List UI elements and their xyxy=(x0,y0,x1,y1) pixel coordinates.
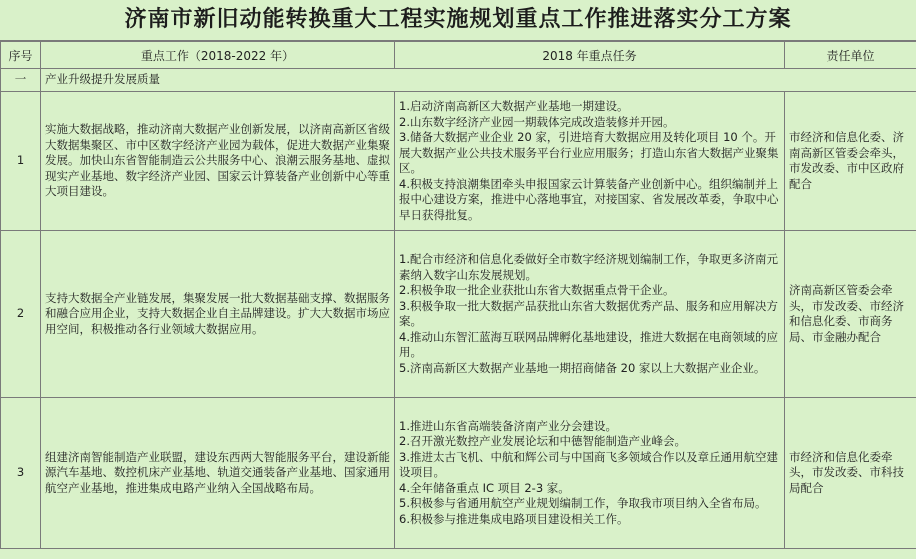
row-units: 济南高新区管委会牵头，市发改委、市经济和信息化委、市商务局、市金融办配合 xyxy=(785,231,916,398)
task-item: 1.启动济南高新区大数据产业基地一期建设。 xyxy=(399,99,629,113)
task-item: 5.积极参与省通用航空产业规划编制工作，争取我市项目纳入全省布局。 xyxy=(399,496,767,511)
row-tasks xyxy=(395,398,785,549)
row-work: 组建济南智能制造产业联盟，建设东西两大智能服务平台，建设新能源汽车基地、数控机床产业基地、轨道交通装备产业基地、国家通用航空产业基地，推进集成电路产业纳入全国战略布局。 xyxy=(41,398,395,549)
row-tasks xyxy=(395,92,785,231)
task-item: 4.推动山东智汇蓝海互联网品牌孵化基地建设，推进大数据在电商领域的应用。 xyxy=(399,329,778,359)
task-item: 3.推进太古飞机、中航和辉公司与中国商飞多领域合作以及章丘通用航空建设项目。 xyxy=(399,449,778,480)
task-item: 6.积极参与推进集成电路项目建设相关工作。 xyxy=(399,511,629,526)
header-work: 重点工作（2018-2022 年） xyxy=(41,42,395,69)
table-header-row xyxy=(1,42,916,69)
task-item: 1.推进山东省高端装备济南产业分会建设。 xyxy=(399,418,617,433)
category-no: 一 xyxy=(1,69,41,92)
document-title: 济南市新旧动能转换重大工程实施规划重点工作推进落实分工方案 xyxy=(0,0,916,41)
task-item: 2.山东数字经济产业园一期载体完成改造装修并开园。 xyxy=(399,114,675,129)
row-tasks xyxy=(395,231,785,398)
row-no: 3 xyxy=(1,398,41,549)
row-units: 市经济和信息化委牵头，市发改委、市科技局配合 xyxy=(785,398,916,549)
task-item: 2.积极争取一批企业获批山东省大数据重点骨干企业。 xyxy=(399,283,675,297)
task-list xyxy=(399,419,780,528)
table-row xyxy=(1,92,916,231)
task-list xyxy=(399,252,780,376)
table-row xyxy=(1,398,916,549)
row-work: 支持大数据全产业链发展，集聚发展一批大数据基础支撑、数据服务和融合应用企业，支持大数据企业自主品牌建设。扩大大数据市场应用空间，积极推动各行业领域大数据应用。 xyxy=(41,231,395,398)
row-no: 2 xyxy=(1,231,41,398)
task-item: 4.积极支持浪潮集团牵头申报国家云计算装备产业创新中心。组织编制并上报中心建设方案，推进中心落地事宜，对接国家、省发展改革委，争取中心早日获得批复。 xyxy=(399,176,779,222)
row-no: 1 xyxy=(1,92,41,231)
work-plan-table xyxy=(0,41,916,549)
header-tasks: 2018 年重点任务 xyxy=(395,42,785,69)
task-item: 1.配合市经济和信息化委做好全市数字经济规划编制工作，争取更多济南元素纳入数字山东发展规划。 xyxy=(399,252,778,282)
row-work: 实施大数据战略，推动济南大数据产业创新发展，以济南高新区省级大数据集聚区、市中区数字经济产业园为载体，促进大数据产业集聚发展。加快山东省智能制造云公共服务中心、浪潮云服务基地、虚拟现实产业基地、数字经济产业园、国家云计算装备产业创新中心等重大项目建设。 xyxy=(41,92,395,231)
table-row xyxy=(1,231,916,398)
row-units: 市经济和信息化委、济南高新区管委会牵头，市发改委、市中区政府配合 xyxy=(785,92,916,231)
task-item: 3.储备大数据产业企业 20 家，引进培育大数据应用及转化项目 10 个。开展大数据产业公共技术服务平台行业应用服务；打造山东省大数据产业聚集区。 xyxy=(399,130,779,175)
task-list xyxy=(399,99,780,223)
task-item: 5.济南高新区大数据产业基地一期招商储备 20 家以上大数据产业企业。 xyxy=(399,360,766,375)
header-no: 序号 xyxy=(1,42,41,69)
category-label: 产业升级提升发展质量 xyxy=(41,69,916,92)
task-item: 4.全年储备重点 IC 项目 2-3 家。 xyxy=(399,480,570,495)
task-item: 3.积极争取一批大数据产品获批山东省大数据优秀产品、服务和应用解决方案。 xyxy=(399,298,778,328)
category-row xyxy=(1,69,916,92)
task-item: 2.召开激光数控产业发展论坛和中德智能制造产业峰会。 xyxy=(399,434,686,449)
header-units: 责任单位 xyxy=(785,42,916,69)
